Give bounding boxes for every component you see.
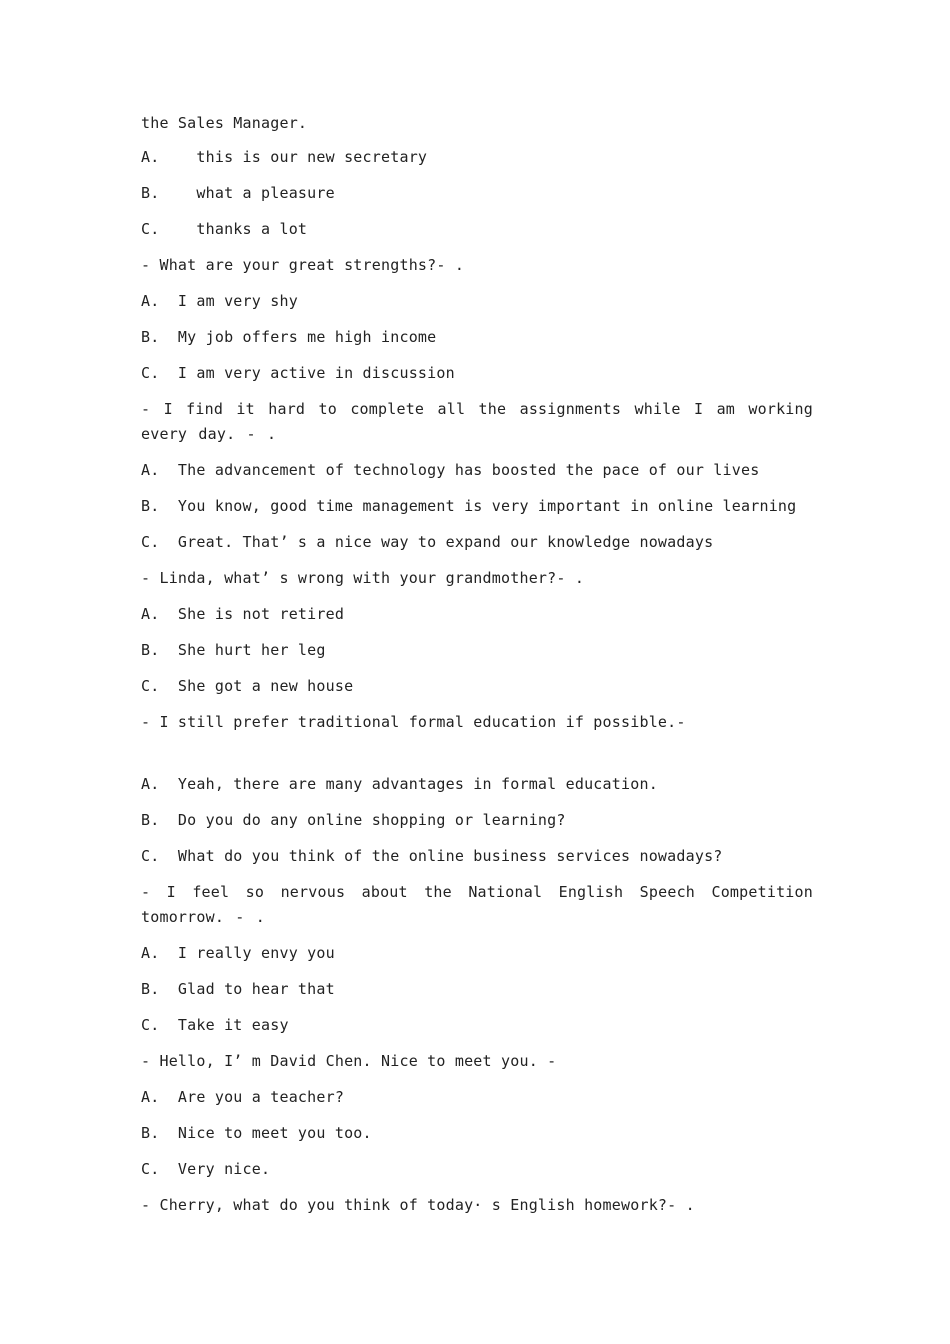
option-c: C. Take it easy [141, 1016, 289, 1034]
question-line: - I feel so nervous about the National English Speech Competition tomorrow. - . [141, 883, 813, 926]
option-b: B. You know, good time management is very important in online learning [141, 497, 797, 515]
option-b: B. She hurt her leg [141, 641, 326, 659]
option-b: B. what a pleasure [141, 184, 335, 202]
option-a: A. She is not retired [141, 605, 345, 623]
question-line: - I find it hard to complete all the assignments while I am working every day. - . [141, 400, 813, 443]
option-a: A. I am very shy [141, 292, 298, 310]
question-line: - Linda, what’ s wrong with your grandmother?- . [141, 569, 585, 587]
text-line: the Sales Manager. [141, 114, 308, 132]
option-b: B. Do you do any online shopping or learning? [141, 811, 566, 829]
option-c: C. Very nice. [141, 1160, 271, 1178]
option-c: C. Great. That’ s a nice way to expand our knowledge nowadays [141, 533, 714, 551]
option-b: B. My job offers me high income [141, 328, 437, 346]
question-line: - What are your great strengths?- . [141, 256, 465, 274]
question-line: - Cherry, what do you think of today· s English homework?- . [141, 1196, 695, 1214]
option-c: C. What do you think of the online business services nowadays? [141, 847, 723, 865]
question-line: - I still prefer traditional formal education if possible.- [141, 713, 686, 731]
option-a: A. this is our new secretary [141, 148, 428, 166]
option-c: C. thanks a lot [141, 220, 308, 238]
option-b: B. Nice to meet you too. [141, 1124, 372, 1142]
question-line: - Hello, I’ m David Chen. Nice to meet you. - [141, 1052, 557, 1070]
option-a: A. I really envy you [141, 944, 335, 962]
option-c: C. I am very active in discussion [141, 364, 455, 382]
option-a: A. Yeah, there are many advantages in formal education. [141, 775, 658, 793]
option-a: A. The advancement of technology has boosted the pace of our lives [141, 461, 760, 479]
option-a: A. Are you a teacher? [141, 1088, 345, 1106]
option-b: B. Glad to hear that [141, 980, 335, 998]
option-c: C. She got a new house [141, 677, 354, 695]
